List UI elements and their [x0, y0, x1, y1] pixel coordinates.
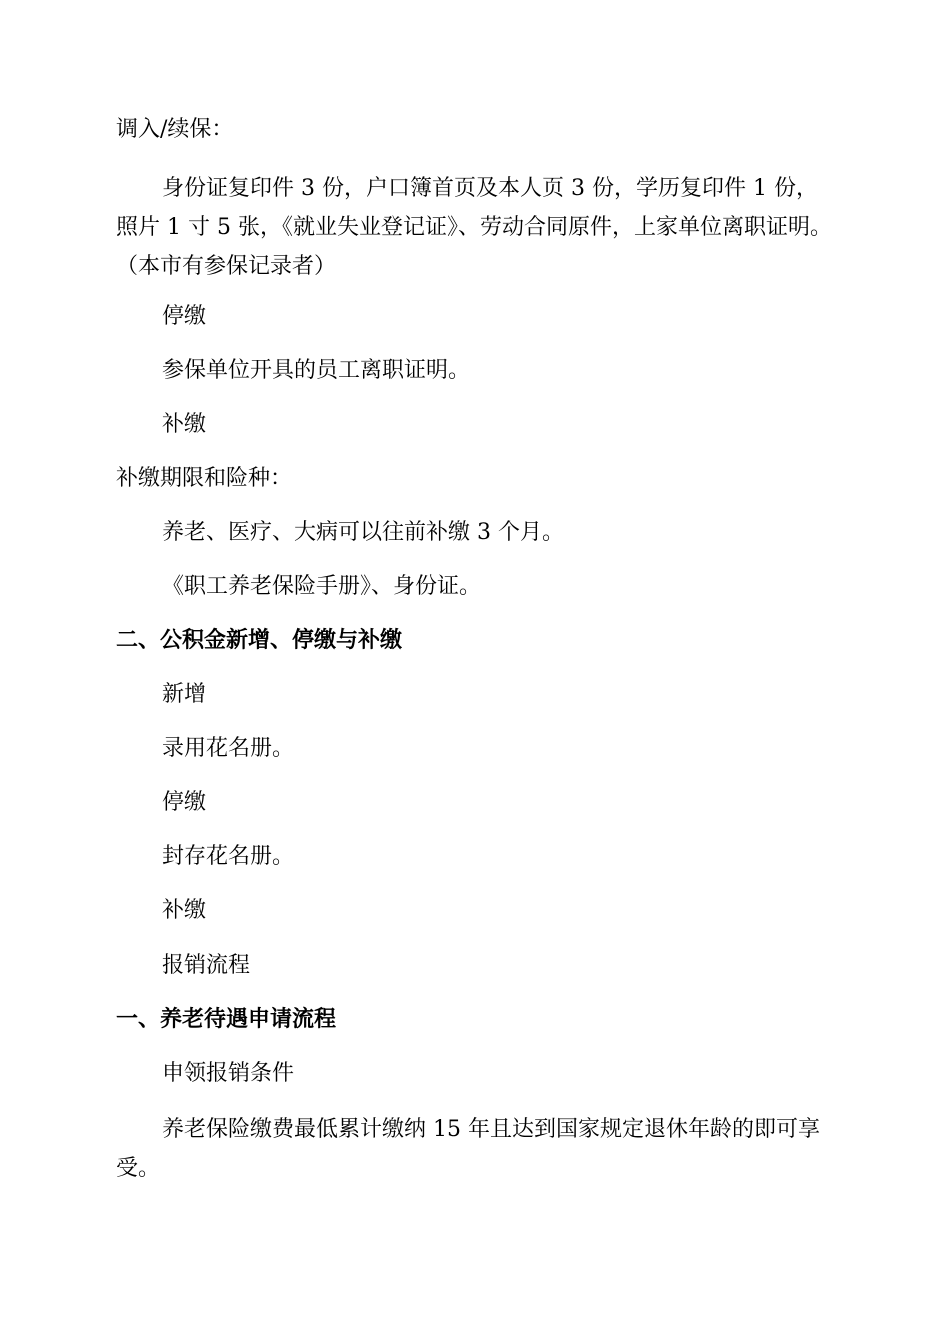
item-back-payment: 补缴 [162, 412, 207, 437]
item-reimbursement-conditions: 申领报销条件 [162, 1061, 295, 1086]
paragraph-resignation-proof: 参保单位开具的员工离职证明。 [162, 358, 471, 383]
paragraph-pension-eligibility: 养老保险缴费最低累计缴纳 15 年且达到国家规定退休年龄的即可享受。 [116, 1117, 820, 1181]
paragraph-back-payment-period: 养老、医疗、大病可以往前补缴 3 个月。 [162, 520, 564, 545]
heading-housing-fund: 二、公积金新增、停缴与补缴 [116, 628, 403, 653]
item-stop-payment: 停缴 [162, 304, 207, 329]
paragraph-transfer-materials: 身份证复印件 3 份，户口簿首页及本人页 3 份，学历复印件 1 份，照片 1 寸 5 张，《就业失业登记证》、劳动合同原件，上家单位离职证明。（本市有参保记录者） [116, 176, 832, 279]
item-reimbursement-process: 报销流程 [162, 953, 251, 978]
paragraph-hiring-roster: 录用花名册。 [162, 736, 295, 761]
item-back-payment-fund: 补缴 [162, 898, 207, 923]
item-stop-payment-fund: 停缴 [162, 790, 207, 815]
item-new-enrollment: 新增 [162, 682, 207, 707]
section-label-transfer: 调入/续保： [116, 117, 234, 142]
section-label-back-payment: 补缴期限和险种： [116, 466, 293, 491]
paragraph-pension-handbook: 《职工养老保险手册》、身份证。 [162, 574, 482, 599]
paragraph-sealed-roster: 封存花名册。 [162, 844, 295, 869]
heading-pension-application: 一、养老待遇申请流程 [116, 1007, 337, 1032]
